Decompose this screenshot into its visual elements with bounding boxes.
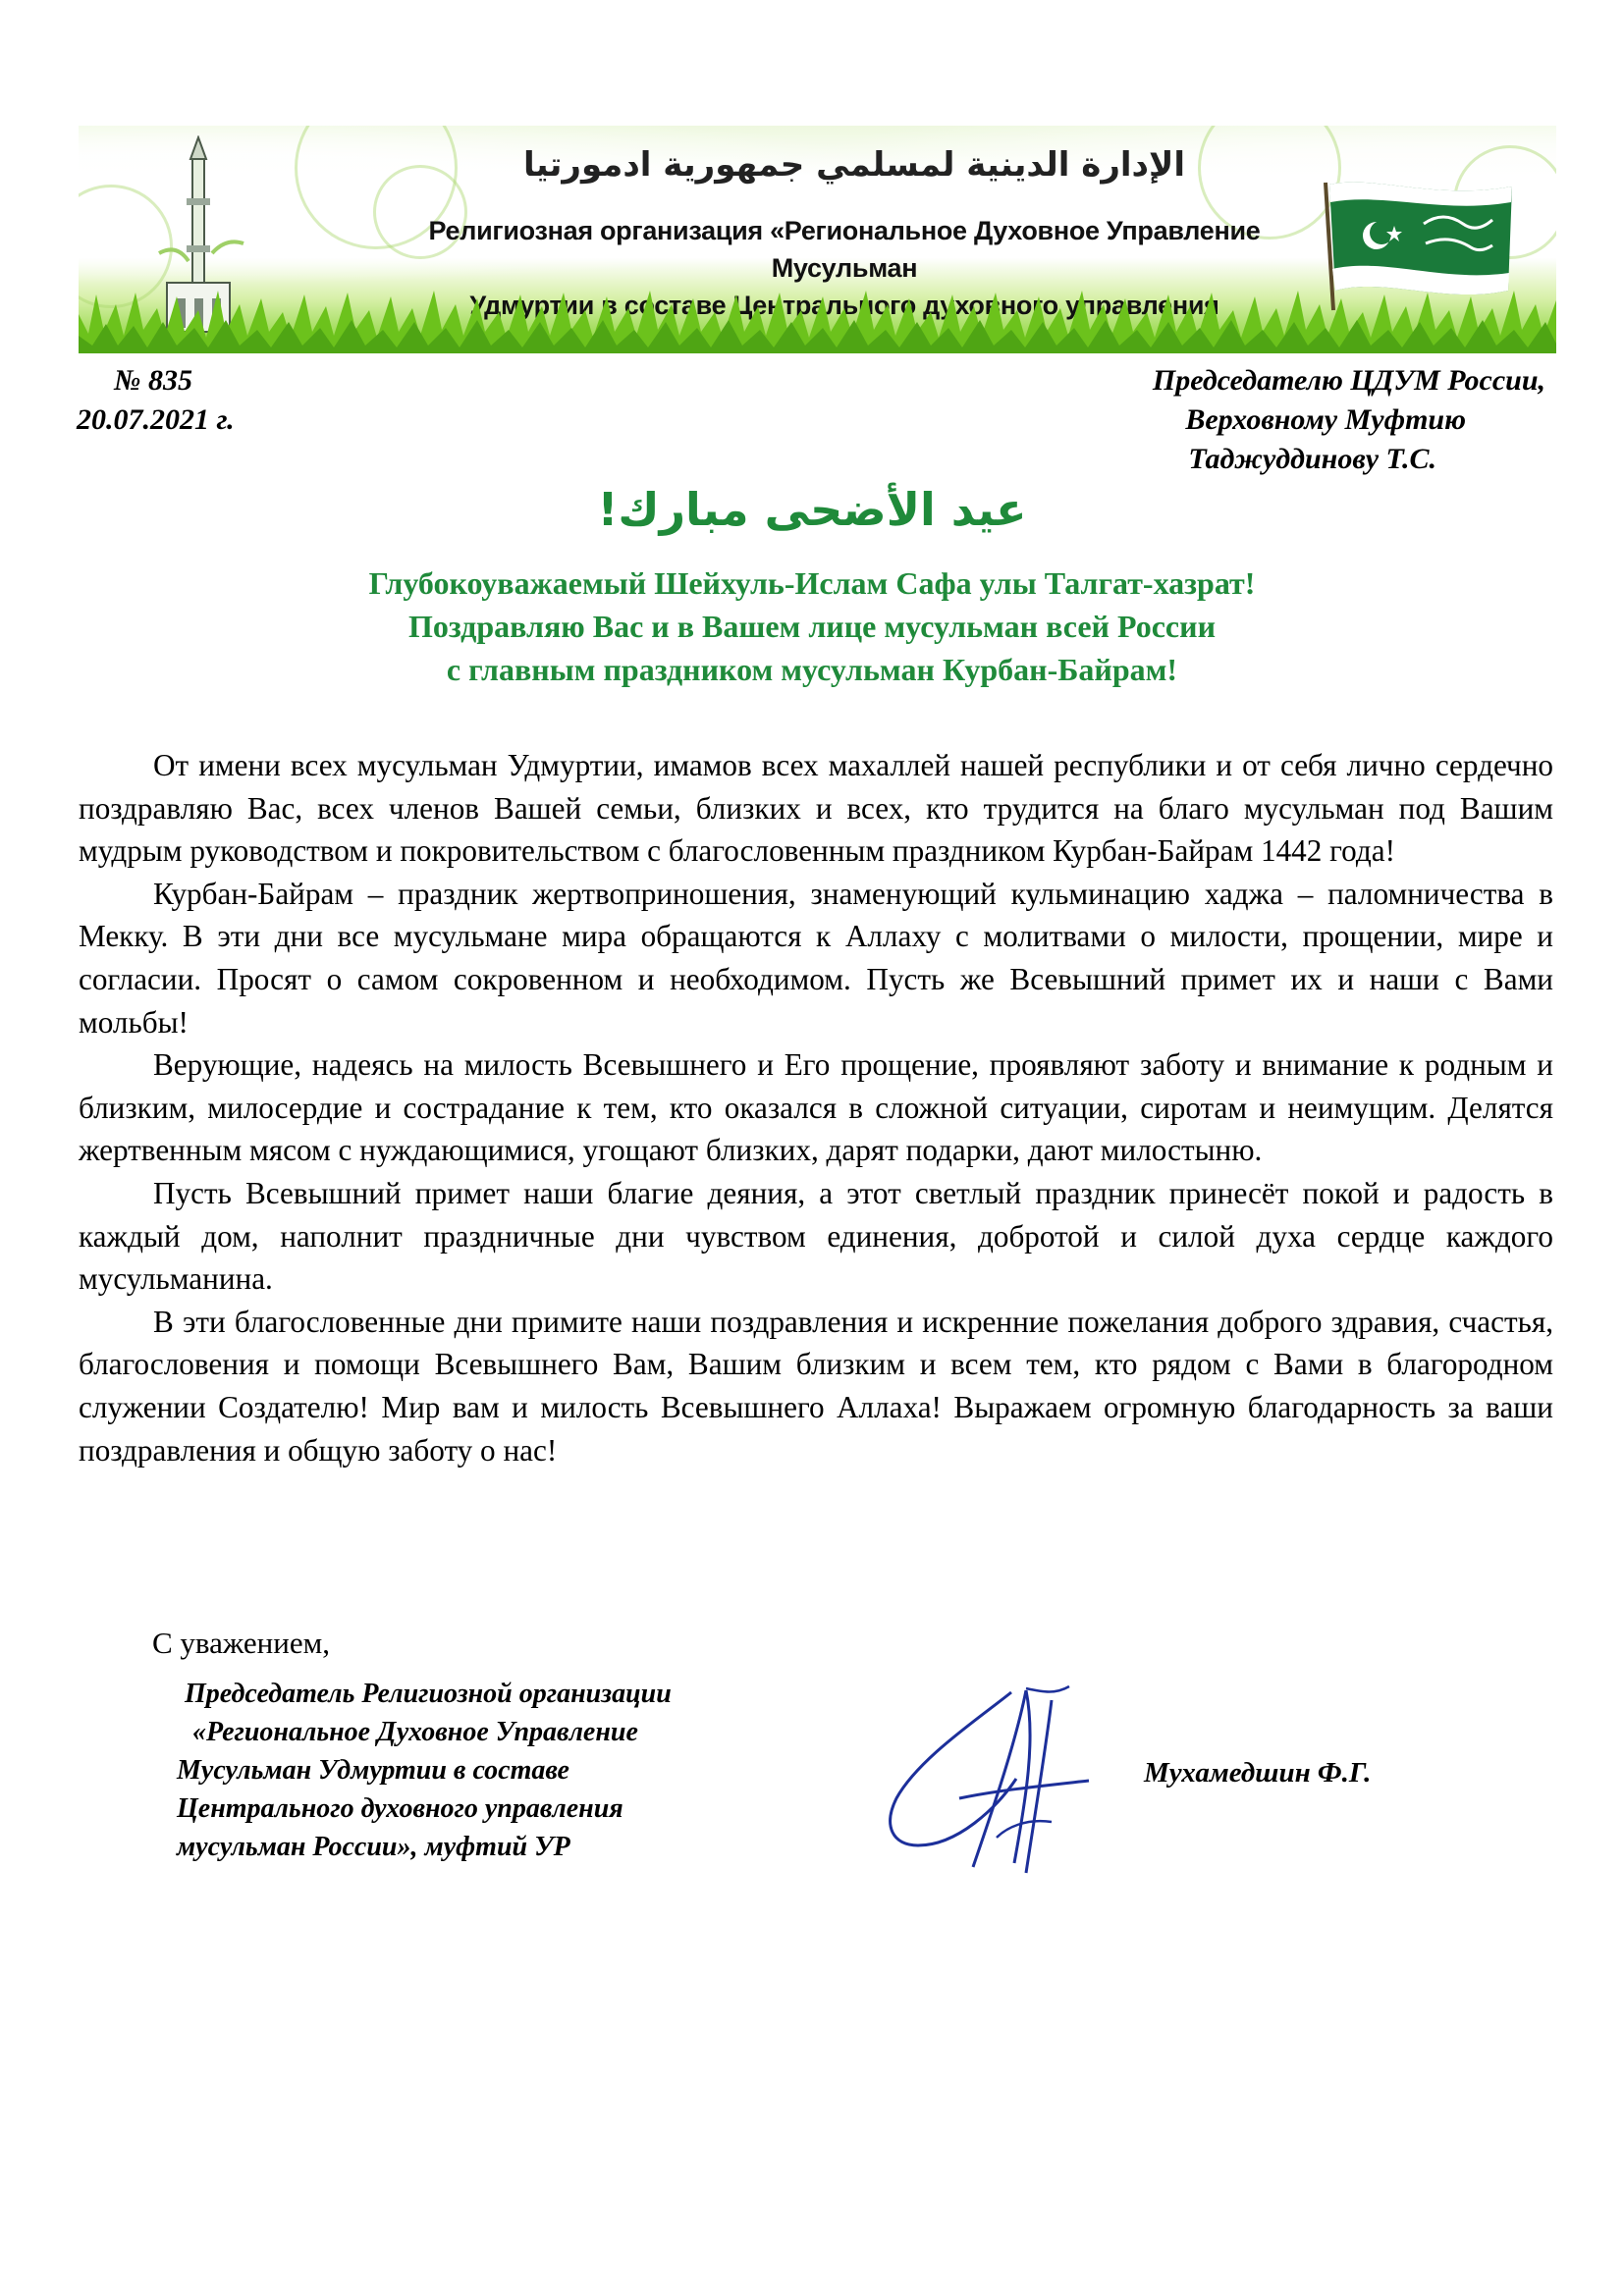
body-paragraph: В эти благословенные дни примите наши поздравления и искренние пожелания доброго здравия, счастья, благословения и помощи Всевышнего Вам, Вашим близким и всем тем, кто рядом с Вами в благородном служении Создателю! Мир вам и милость Всевышнего Аллаха! Выражаем огромную благодарность за ваши поздравления и общую заботу о нас! — [79, 1304, 1553, 1468]
arabic-greeting: عيد الأضحى مبارك! — [597, 483, 1027, 536]
letterhead-arabic-title: الإدارة الدينية لمسلمي جمهورية ادمورتيا — [523, 145, 1185, 185]
signature-image — [879, 1681, 1105, 1877]
body-paragraph: От имени всех мусульман Удмуртии, имамов всех махаллей нашей республики и от себя лично сердечно поздравляю Вас, всех членов Вашей семьи, близких и всех, кто трудится на благо мусульман под Вашим мудрым руководством и покровительством с благословенным праздником Курбан-Байрам 1442 года! — [79, 748, 1553, 869]
greeting-line: с главным праздником мусульман Курбан-Байрам! — [446, 652, 1178, 687]
recipient-line: Верховному Муфтию — [1185, 403, 1466, 436]
letterhead-org-line: Религиозная организация «Региональное Духовное Управление Мусульман — [428, 216, 1261, 283]
document-number: № 835 — [114, 364, 192, 397]
greeting-line: Поздравляю Вас и в Вашем лице мусульман всей России — [407, 609, 1216, 644]
signer-name: Мухамедшин Ф.Г. — [1144, 1757, 1372, 1789]
body-paragraph: Курбан-Байрам – праздник жертвоприношения, знаменующий кульминацию хаджа – паломничества в Мекку. В эти дни все мусульмане мира обращаются к Аллаху с молитвами о милости, прощении, мире и согласии. Просят о самом сокровенном и необходимом. Пусть же Всевышний примет их и наши с Вами мольбы! — [79, 876, 1553, 1040]
signer-title-line: Центрального духовного управления — [177, 1793, 623, 1824]
letterhead-banner — [79, 126, 1556, 353]
letterhead-org-line: Удмуртии в составе духовного управления — [469, 291, 1219, 320]
recipient-block — [1153, 361, 1545, 479]
grass-decoration — [79, 275, 1556, 353]
greeting-line: Глубокоуважаемый Шейхуль-Ислам Сафа улы Талгат-хазрат! — [368, 565, 1256, 601]
signer-title-line: Мусульман Удмуртии в составе — [177, 1755, 569, 1786]
recipient-line: Председателю ЦДУМ России, — [1152, 364, 1545, 397]
recipient-line: Таджуддинову Т.С. — [1188, 443, 1436, 475]
document-meta — [77, 361, 235, 440]
signer-title-line: мусульман России», муфтий УР — [177, 1832, 570, 1862]
signer-title-line: «Региональное Духовное Управление — [192, 1717, 638, 1747]
signer-title — [177, 1675, 672, 1866]
signer-title-line: Председатель Религиозной организации — [185, 1679, 672, 1709]
body-paragraph: Пусть Всевышний примет наши благие деяния, а этот светлый праздник принесёт покой и радость в каждый дом, наполнит праздничные дни чувством единения, добротой и силой духа сердце каждого мусульманина. — [79, 1175, 1553, 1297]
body-paragraph: Верующие, надеясь на милость Всевышнего и Его прощение, проявляют заботу и внимание к родным и близким, милосердие и сострадание к тем, кто оказался в сложной ситуации, сиротам и неимущим. Делятся жертвенным мясом с нуждающимися, угощают близких, дарят подарки, дают милостыню. — [79, 1047, 1553, 1168]
closing-text: С уважением, — [152, 1626, 330, 1660]
greeting-block — [0, 561, 1624, 691]
document-date: 20.07.2021 г. — [77, 403, 235, 436]
letter-body — [79, 744, 1553, 1471]
